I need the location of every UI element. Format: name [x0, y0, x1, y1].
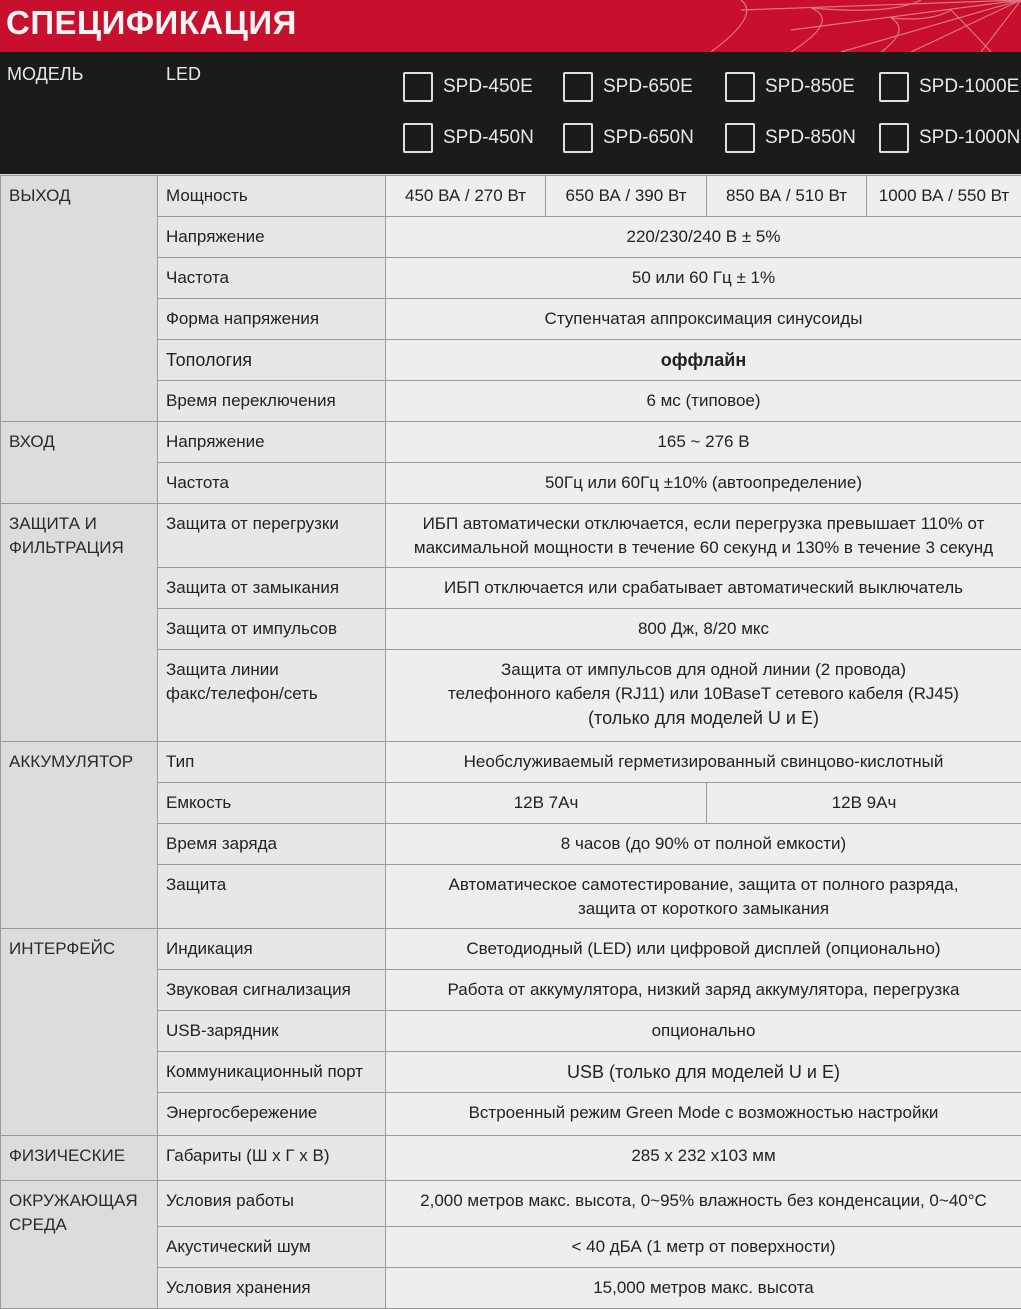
checkbox-icon[interactable]: [725, 72, 755, 102]
param-label: USB-зарядник: [158, 1011, 386, 1052]
section-output-label: ВЫХОД: [1, 176, 158, 422]
checkbox-icon[interactable]: [725, 123, 755, 153]
table-row: [1, 742, 1021, 783]
table-row: [1, 1136, 1021, 1181]
param-label: Мощность: [158, 176, 386, 217]
spec-value: Автоматическое самотестирование, защита от полного разряда, защита от короткого замыкания: [386, 865, 1021, 929]
param-label: Напряжение: [158, 217, 386, 258]
table-row: [1, 929, 1021, 970]
spec-value: USB (только для моделей U и E): [386, 1052, 1021, 1093]
spec-value: опционально: [386, 1011, 1021, 1052]
param-label: Акустический шум: [158, 1227, 386, 1268]
spec-value: Защита от импульсов для одной линии (2 провода) телефонного кабеля (RJ11) или 10BaseT сетевого кабеля (RJ45) (только для моделей U и E): [386, 650, 1021, 742]
checkbox-icon[interactable]: [879, 123, 909, 153]
model-spd-1000e[interactable]: SPD-1000E: [879, 72, 1019, 102]
spec-value: 220/230/240 В ± 5%: [386, 217, 1021, 258]
param-label: Защита линии факс/телефон/сеть: [158, 650, 386, 742]
param-label: Условия хранения: [158, 1268, 386, 1309]
spec-value: 50Гц или 60Гц ±10% (автоопределение): [386, 463, 1021, 504]
model-label: МОДЕЛЬ: [7, 64, 83, 85]
param-label: Форма напряжения: [158, 299, 386, 340]
param-label: Тип: [158, 742, 386, 783]
param-label: Время переключения: [158, 381, 386, 422]
param-label: Защита от перегрузки: [158, 504, 386, 568]
page-title: СПЕЦИФИКАЦИЯ: [6, 4, 297, 42]
table-row: [1, 504, 1021, 568]
checkbox-icon[interactable]: [563, 123, 593, 153]
model-spd-1000n[interactable]: SPD-1000N: [879, 123, 1020, 153]
model-spd-450e[interactable]: SPD-450E: [403, 72, 533, 102]
param-label: Энергосбережение: [158, 1093, 386, 1136]
spec-value: 2,000 метров макс. высота, 0~95% влажность без конденсации, 0~40°C: [386, 1181, 1021, 1227]
spec-value: 15,000 метров макс. высота: [386, 1268, 1021, 1309]
param-label: Частота: [158, 258, 386, 299]
param-label: Топология: [158, 340, 386, 381]
led-label: LED: [166, 64, 201, 85]
spec-value: ИБП отключается или срабатывает автоматический выключатель: [386, 568, 1021, 609]
spec-value: 850 ВА / 510 Вт: [707, 176, 867, 217]
param-label: Звуковая сигнализация: [158, 970, 386, 1011]
spec-value: 12В 9Ач: [707, 783, 1021, 824]
spec-value: 6 мс (типовое): [386, 381, 1021, 422]
table-row: [1, 422, 1021, 463]
spec-value: Ступенчатая аппроксимация синусоиды: [386, 299, 1021, 340]
section-battery-label: АККУМУЛЯТОР: [1, 742, 158, 929]
spec-value: Работа от аккумулятора, низкий заряд аккумулятора, перегрузка: [386, 970, 1021, 1011]
param-label: Напряжение: [158, 422, 386, 463]
table-row: [1, 176, 1021, 217]
section-input-label: ВХОД: [1, 422, 158, 504]
title-banner: [0, 0, 1021, 52]
spec-value: 800 Дж, 8/20 мкс: [386, 609, 1021, 650]
spec-value: Светодиодный (LED) или цифровой дисплей (опционально): [386, 929, 1021, 970]
checkbox-icon[interactable]: [403, 72, 433, 102]
param-label: Защита от импульсов: [158, 609, 386, 650]
param-label: Защита от замыкания: [158, 568, 386, 609]
model-spd-650n[interactable]: SPD-650N: [563, 123, 694, 153]
spec-value: 165 ~ 276 В: [386, 422, 1021, 463]
spec-value: 450 ВА / 270 Вт: [386, 176, 546, 217]
section-environment-label: ОКРУЖАЮЩАЯ СРЕДА: [1, 1181, 158, 1309]
spec-value: оффлайн: [386, 340, 1021, 381]
checkbox-icon[interactable]: [879, 72, 909, 102]
section-protection-label: ЗАЩИТА И ФИЛЬТРАЦИЯ: [1, 504, 158, 742]
param-label: Индикация: [158, 929, 386, 970]
param-label: Емкость: [158, 783, 386, 824]
spec-value: Встроенный режим Green Mode с возможностью настройки: [386, 1093, 1021, 1136]
table-row: [1, 1181, 1021, 1227]
spec-value: 8 часов (до 90% от полной емкости): [386, 824, 1021, 865]
model-spd-650e[interactable]: SPD-650E: [563, 72, 693, 102]
param-label: Частота: [158, 463, 386, 504]
model-spd-450n[interactable]: SPD-450N: [403, 123, 534, 153]
param-label: Габариты (Ш х Г х В): [158, 1136, 386, 1181]
param-label: Условия работы: [158, 1181, 386, 1227]
param-label: Защита: [158, 865, 386, 929]
spec-value: 1000 ВА / 550 Вт: [867, 176, 1021, 217]
spec-value: Необслуживаемый герметизированный свинцово-кислотный: [386, 742, 1021, 783]
model-header: [0, 52, 1021, 174]
model-spd-850e[interactable]: SPD-850E: [725, 72, 855, 102]
spec-value: 12В 7Ач: [386, 783, 707, 824]
model-spd-850n[interactable]: SPD-850N: [725, 123, 856, 153]
spec-table: [0, 175, 1021, 1309]
checkbox-icon[interactable]: [563, 72, 593, 102]
section-interface-label: ИНТЕРФЕЙС: [1, 929, 158, 1136]
spec-value: < 40 дБА (1 метр от поверхности): [386, 1227, 1021, 1268]
spec-value: 650 ВА / 390 Вт: [546, 176, 707, 217]
section-physical-label: ФИЗИЧЕСКИЕ: [1, 1136, 158, 1181]
param-label: Коммуникационный порт: [158, 1052, 386, 1093]
spec-value: 285 x 232 x103 мм: [386, 1136, 1021, 1181]
param-label: Время заряда: [158, 824, 386, 865]
spec-value: 50 или 60 Гц ± 1%: [386, 258, 1021, 299]
checkbox-icon[interactable]: [403, 123, 433, 153]
spec-value: ИБП автоматически отключается, если перегрузка превышает 110% от максимальной мощности в течение 60 секунд и 130% в течение 3 секунд: [386, 504, 1021, 568]
spiderweb-decoration: [591, 0, 1021, 52]
